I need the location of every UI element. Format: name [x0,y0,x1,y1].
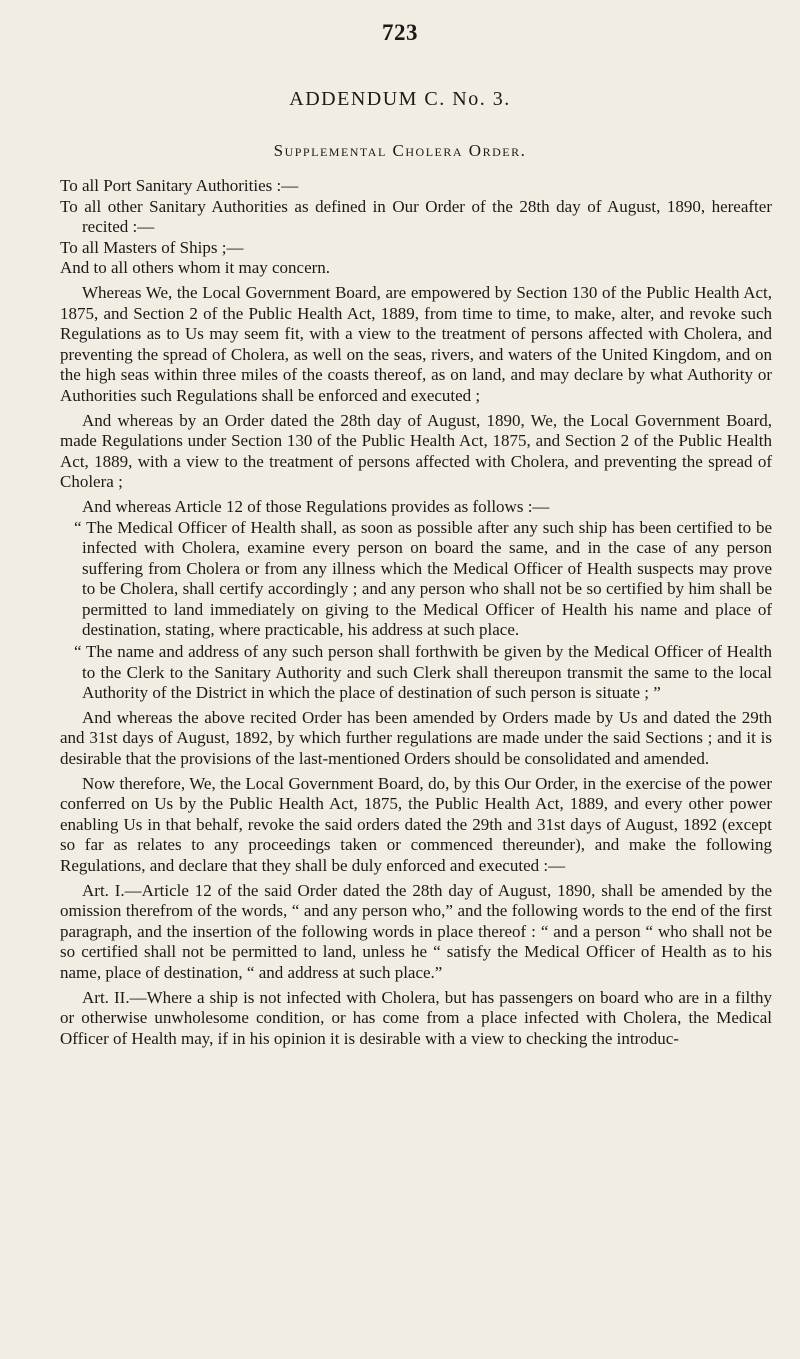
quoted-article-12-para-2: “ The name and address of any such person shall forthwith be given by the Medical Officer of Health to the Clerk to the Sanitary Authority and such Clerk shall thereupon transmit the same to the local Authority of the District in which the place of destination of such person is situate ; ” [74,642,772,703]
addressee-others: And to all others whom it may concern. [60,258,331,278]
recital-article-12: And whereas Article 12 of those Regulations provides as follows :— [82,496,550,516]
article-2: Art. II.—Where a ship is not infected with Cholera, but has passengers on board who are in a filthy or otherwise unwholesome condition, or has come from a place infected with Cholera, the Medical Officer of Health may, if in his opinion it is desirable with a view to checking the introduc- [60,987,772,1048]
recital-amending-orders: And whereas the above recited Order has been amended by Orders made by Us and dated the 29th and 31st days of August, 1892, by which further regulations are made under the said Sections ; and it is desirable that the provisions of the last-mentioned Orders should be consolidated and amended. [60,707,772,769]
article-1: Art. I.—Article 12 of the said Order dated the 28th day of August, 1890, shall be amended by the omission therefrom of the words, “ and any person who,” and the following words to the end of the first paragraph, and the insertion of the following words in place thereof : “ and a person “ who shall not be so certified shall not be permitted to land, unless he “ satisfy the Medical Officer of Health as to his name, place of destination, “ and address at such place.” [60,880,772,982]
page-number: 723 [382,20,418,45]
addressee-masters: To all Masters of Ships ;— [60,237,244,257]
addressee-other-authorities: To all other Sanitary Authorities as defined in Our Order of the 28th day of August, 1890, hereafter recited :— [60,196,772,237]
recital-powers: Whereas We, the Local Government Board, are empowered by Section 130 of the Public Health Act, 1875, and Section 2 of the Public Health Act, 1889, from time to time, to make, alter, and revoke such Regulations as to Us may seem fit, with a view to the treatment of persons affected with Cholera, and preventing the spread of Cholera, as well on the seas, rivers, and waters of the United Kingdom, and on the high seas within three miles of the coasts thereof, as on land, and may declare by what Authority or Authorities such Regulations shall be enforced and executed ; [60,282,772,405]
order-subtitle: Supplemental Cholera Order. [273,141,527,160]
operative-clause: Now therefore, We, the Local Government Board, do, by this Our Order, in the exercise of the power conferred on Us by the Public Health Act, 1875, the Public Health Act, 1889, and every other power enabling Us in that behalf, revoke the said orders dated the 29th and 31st days of August, 1892 (except so far as relates to any proceedings taken or commenced thereunder), and make the following Regulations, and declare that they shall be duly enforced and executed :— [60,773,772,875]
addendum-title: ADDENDUM C. No. 3. [289,88,511,110]
quoted-article-12-para-1: “ The Medical Officer of Health shall, as soon as possible after any such ship has been certified to be infected with Cholera, examine every person on board the same, and in the case of any person suffering from Cholera or from any illness which the Medical Officer of Health suspects may prove to be Cholera, shall certify accordingly ; and any person who shall not be so certified by him shall be permitted to land immediately on giving to the Medical Officer of Health his name and place of destination, stating, where practicable, his address at such place. [74,517,772,640]
recital-1890-order: And whereas by an Order dated the 28th day of August, 1890, We, the Local Government Board, made Regulations under Section 130 of the Public Health Act, 1875, and Section 2 of the Public Health Act, 1889, with a view to the treatment of persons affected with Cholera, and preventing the spread of Cholera ; [60,410,772,492]
addressee-port-authorities: To all Port Sanitary Authorities :— [60,176,299,195]
order-body [60,176,772,1049]
